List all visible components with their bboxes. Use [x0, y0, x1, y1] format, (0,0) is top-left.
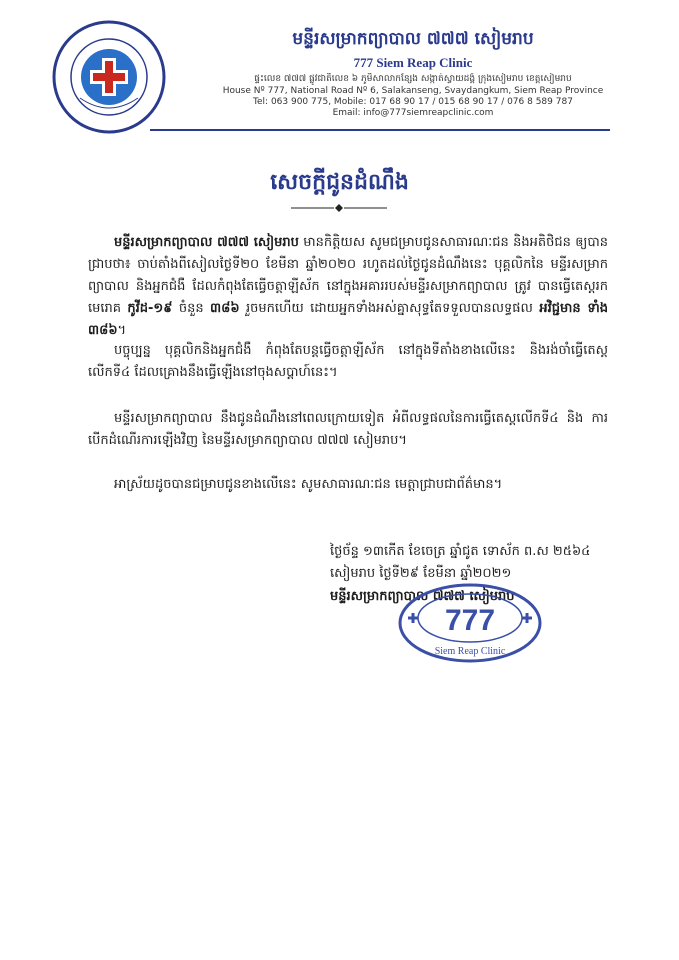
test-result: អវិជ្ជមាន ទាំង ៣៨៦ — [88, 301, 608, 338]
header-divider — [150, 129, 610, 131]
title-flourish — [289, 203, 389, 213]
paragraph-2 — [88, 340, 608, 384]
stamp-number: 777 — [444, 604, 496, 637]
letterhead — [178, 28, 648, 119]
paragraph-1-tail: រួចមកហើយ ដោយអ្នកទាំងអស់គ្នាសុទ្ធតែទទួលបានលទ្ធផល — [239, 301, 540, 316]
paragraph-4-text: អាស្រ័យដូចបានជម្រាបជូនខាងលើនេះ សូមសាធារណៈជន មេត្តាជ្រាបជាព័ត៌មាន។ — [114, 477, 503, 492]
org-name-english: 777 Siem Reap Clinic — [353, 55, 473, 70]
address-english: House Nº 777, National Road Nº 6, Salakanseng, Svaydangkum, Siem Reap Province — [222, 86, 604, 96]
paragraph-1-text: មានកិត្តិយស សូមជម្រាបជូនសាធារណៈជន និងអតិថិជន ឲ្យបានជ្រាបថា៖ ចាប់តាំងពីសៀលថ្ងៃទី២០ ខែមីនា ឆ្នាំ២០២០ រហូតដល់ថ្ងៃជូនដំណឹងនេះ បុគ្គលិកនៃ មន្ទីរសម្រាកព្យាបាល និងអ្នកជំងឺ ដែលកំពុងតែធ្វើចត្តាឡីស័ក នៅក្នុងអគាររបស់មន្ទីរសម្រាកព្យាបាល ត្រូវ បានធ្វើតេស្តរកមេរោគ — [88, 235, 608, 316]
contact-email: Email: info@777siemreapclinic.com — [332, 108, 494, 118]
org-name-khmer: មន្ទីរសម្រាកព្យាបាល ៧៧៧ សៀមរាប — [292, 29, 534, 49]
paragraph-3-text: មន្ទីរសម្រាកព្យាបាល នឹងជូនដំណឹងនៅពេលក្រោយទៀត អំពីលទ្ធផលនៃការធ្វើតេស្តលើកទី៤ និង ការបើកដំណើរការឡើងវិញ នៃមន្ទីរសម្រាកព្យាបាល ៧៧៧ សៀមរាប។ — [88, 411, 608, 448]
signatory-org: មន្ទីរសម្រាកព្យាបាល ៧៧៧ សៀមរាប — [330, 589, 515, 604]
date-solar: សៀមរាប ថ្ងៃទី២៩ ខែមីនា ឆ្នាំ២០២១ — [330, 566, 512, 581]
stamp-cross-left — [408, 613, 418, 623]
clinic-stamp — [390, 578, 550, 668]
test-count: ៣៨៦ — [210, 301, 240, 316]
address-khmer: ផ្ទះលេខ ៧៧៧ ផ្លូវជាតិលេខ ៦ ភូមិសាលាកន្សែង សង្កាត់ស្វាយដង្គំ ក្រុងសៀមរាប ខេត្តសៀមរាប — [254, 74, 572, 84]
clinic-logo — [50, 18, 168, 136]
stamp-text: Siem Reap Clinic — [434, 646, 506, 657]
paragraph-1-end: ។ — [117, 323, 127, 338]
clinic-name-bold: មន្ទីរសម្រាកព្យាបាល ៧៧៧ សៀមរាប — [114, 235, 299, 250]
paragraph-4 — [88, 474, 608, 496]
paragraph-1 — [88, 232, 608, 342]
paragraph-3 — [88, 408, 608, 452]
date-lunar: ថ្ងៃច័ន្ទ ១៣កើត ខែចេត្រ ឆ្នាំជូត ទោស័ក ព.ស ២៥៦៤ — [330, 544, 591, 559]
page-title: សេចក្តីជូនដំណឹង — [270, 170, 409, 195]
covid-label: កូវីដ-១៩ — [127, 301, 173, 316]
paragraph-2-text: បច្ចុប្បន្ន បុគ្គលិកនិងអ្នកជំងឺ កំពុងតែបន្តធ្វើចត្តាឡីស័ក នៅក្នុងទីតាំងខាងលើនេះ និងរង់ចាំធ្វើតេស្ត លើកទី៤ ដែលគ្រោងនឹងធ្វើឡើងនៅចុងសប្តាហ៍នេះ។ — [88, 343, 608, 380]
contact-phone: Tel: 063 900 775, Mobile: 017 68 90 17 / 015 68 90 17 / 076 8 589 787 — [253, 97, 573, 107]
stamp-cross-right — [522, 613, 532, 623]
paragraph-1-mid: ចំនួន — [172, 301, 211, 316]
